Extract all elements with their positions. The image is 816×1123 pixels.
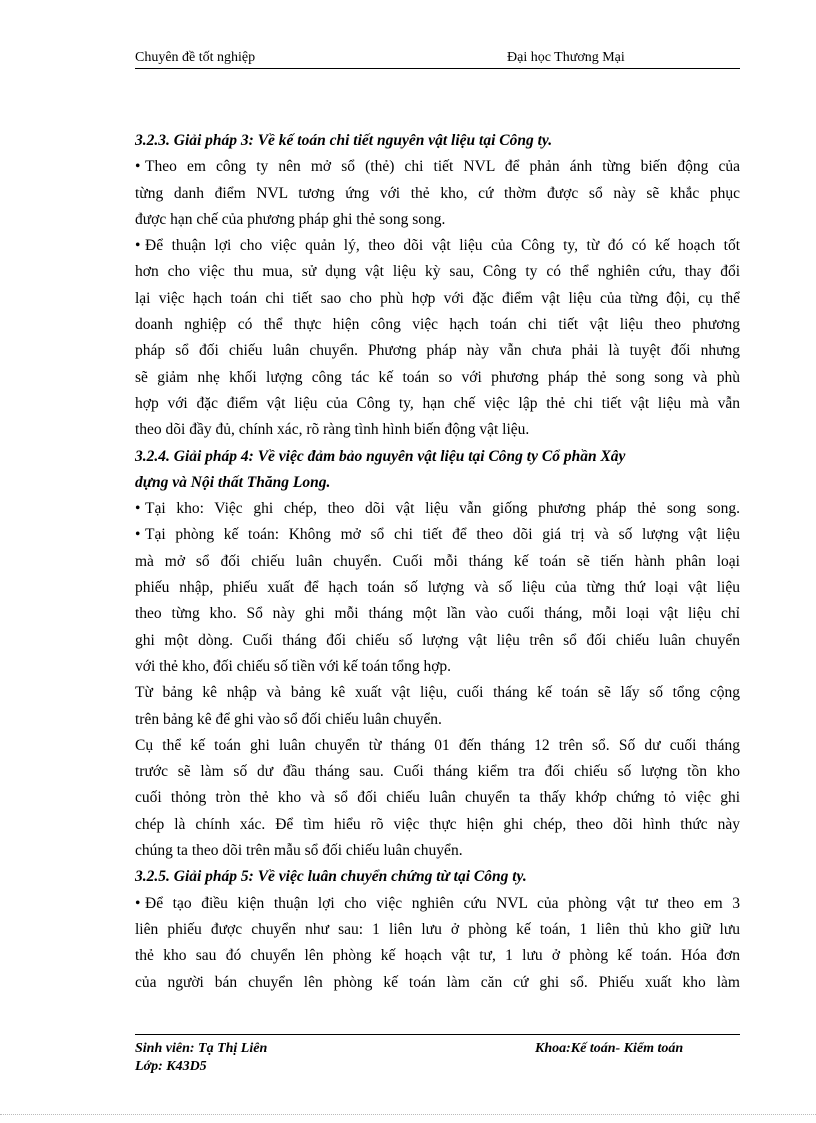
line-text: từng danh điểm NVL tương ứng với thẻ kho, cứ thờm được sổ này sẽ khắc phục <box>135 184 740 202</box>
footer-class: Lớp: K43D5 <box>135 1059 207 1074</box>
page-footer <box>135 1040 740 1076</box>
line-text: ghi một dòng. Cuối tháng đối chiếu số lượng vật liệu trên sổ đối chiếu luân chuyển <box>135 631 740 649</box>
text-line <box>135 181 740 207</box>
text-line <box>135 785 740 811</box>
bullet-icon: • <box>135 526 141 544</box>
text-line <box>135 154 740 180</box>
text-line <box>135 891 740 917</box>
line-text: của người bán chuyển lên phòng kế toán làm căn cứ ghi sổ. Phiếu xuất kho làm <box>135 973 740 991</box>
bullet-icon: • <box>135 500 141 518</box>
line-text: dựng và Nội thất Thăng Long. <box>135 473 331 491</box>
line-text: 3.2.4. Giải pháp 4: Về việc đảm bảo nguyên vật liệu tại Công ty Cổ phần Xây <box>135 447 626 465</box>
text-line <box>135 838 740 864</box>
line-text: trên bảng kê để ghi vào sổ đối chiếu luân chuyển. <box>135 710 442 728</box>
footer-rule <box>135 1034 740 1035</box>
page-header <box>135 50 740 69</box>
section-heading <box>135 128 740 154</box>
line-text: Tại phòng kế toán: Không mở sổ chi tiết để theo dõi giá trị và số lượng vật liệu <box>145 526 740 544</box>
line-text: lại việc hạch toán chi tiết sao cho phù hợp với đặc điểm vật liệu của từng đội, cụ thể <box>135 289 740 307</box>
text-line <box>135 549 740 575</box>
text-line <box>135 680 740 706</box>
text-line <box>135 759 740 785</box>
footer-student: Sinh viên: Tạ Thị Liên <box>135 1041 268 1056</box>
footer-faculty: Khoa:Kế toán- Kiểm toán <box>535 1041 684 1056</box>
bullet-icon: • <box>135 237 141 255</box>
line-text: hợp với đặc điểm vật liệu của Công ty, hạn chế việc lập thẻ chi tiết vật liệu mà vẫn <box>135 394 740 412</box>
line-text: 3.2.3. Giải pháp 3: Về kế toán chi tiết nguyên vật liệu tại Công ty. <box>135 132 553 149</box>
text-line <box>135 312 740 338</box>
line-text: hơn cho việc thu mua, sử dụng vật liệu kỳ sau, Công ty có thể nghiên cứu, thay đổi <box>135 263 740 281</box>
line-text: theo dõi đầy đủ, chính xác, rõ ràng tình hình biến động vật liệu. <box>135 421 530 439</box>
text-line <box>135 233 740 259</box>
line-text: doanh nghiệp có thể thực hiện công việc hạch toán chi tiết vật liệu theo phương <box>135 316 740 334</box>
text-line <box>135 522 740 548</box>
text-line <box>135 917 740 943</box>
text-line <box>135 391 740 417</box>
line-text: Tại kho: Việc ghi chép, theo dõi vật liệu vẫn giống phương pháp thẻ song song. <box>145 500 740 518</box>
line-text: Từ bảng kê nhập và bảng kê xuất vật liệu, cuối tháng kế toán sẽ lấy số tổng cộng <box>135 684 740 702</box>
line-text: Cụ thể kế toán ghi luân chuyển từ tháng 01 đến tháng 12 trên sổ. Số dư cuối tháng <box>135 736 740 754</box>
text-line <box>135 943 740 969</box>
line-text: phiếu nhập, phiếu xuất để hạch toán số lượng và số liệu của từng thứ loại vật liệu <box>135 579 740 597</box>
text-line <box>135 259 740 285</box>
text-line <box>135 707 740 733</box>
section-heading <box>135 470 740 496</box>
text-line <box>135 628 740 654</box>
line-text: chép là chính xác. Để tìm hiểu rõ việc thực hiện ghi chép, theo dõi hình thức này <box>135 815 740 833</box>
line-text: sẽ giảm nhẹ khối lượng công tác kế toán so với phương pháp thẻ song song và phù <box>135 368 740 386</box>
line-text: mà mở sổ đối chiếu luân chuyển. Cuối mỗi tháng kế toán sẽ tiến hành phân loại <box>135 552 740 570</box>
section-heading <box>135 864 740 890</box>
text-line <box>135 338 740 364</box>
document-body <box>135 128 740 996</box>
line-text: theo từng kho. Sổ này ghi mỗi tháng một lần vào cuối tháng, mỗi loại vật liệu chỉ <box>135 605 740 623</box>
line-text: được hạn chế của phương pháp ghi thẻ song song. <box>135 210 446 228</box>
text-line <box>135 365 740 391</box>
bullet-icon: • <box>135 894 141 912</box>
page-boundary <box>0 1114 816 1115</box>
line-text: pháp sổ đối chiếu luân chuyển. Phương pháp này vẫn chưa phải là tuyệt đối nhưng <box>135 342 740 360</box>
line-text: trước sẽ làm số dư đầu tháng sau. Cuối tháng kiểm tra đối chiếu số lượng tồn kho <box>135 763 740 781</box>
line-text: cuối thỏng tròn thẻ kho và sổ đối chiếu luân chuyển ta thấy khớp chứng tỏ việc ghi <box>135 789 740 807</box>
line-text: Để thuận lợi cho việc quản lý, theo dõi vật liệu của Công ty, từ đó có kế hoạch tốt <box>145 237 740 255</box>
text-line <box>135 733 740 759</box>
line-text: 3.2.5. Giải pháp 5: Về việc luân chuyển chứng từ tại Công ty. <box>135 868 527 886</box>
section-heading <box>135 444 740 470</box>
header-left: Chuyên đề tốt nghiệp <box>135 50 256 65</box>
line-text: thẻ kho sau đó chuyển lên phòng kế hoạch vật tư, 1 lưu ở phòng kế toán. Hóa đơn <box>135 947 740 965</box>
text-line <box>135 207 740 233</box>
text-line <box>135 812 740 838</box>
header-right: Đại học Thương Mại <box>507 50 625 65</box>
text-line <box>135 970 740 996</box>
text-line <box>135 496 740 522</box>
line-text: chúng ta theo dõi trên mẫu sổ đối chiếu luân chuyển. <box>135 842 463 860</box>
line-text: Theo em công ty nên mở sổ (thẻ) chi tiết NVL để phản ánh từng biến động của <box>145 158 740 176</box>
text-line <box>135 575 740 601</box>
line-text: liên phiếu được chuyển như sau: 1 liên lưu ở phòng kế toán, 1 liên thủ kho giữ lưu <box>135 920 740 938</box>
line-text: với thẻ kho, đối chiếu số tiền với kế toán tổng hợp. <box>135 657 452 675</box>
text-line <box>135 286 740 312</box>
text-line <box>135 417 740 443</box>
text-line <box>135 654 740 680</box>
line-text: Để tạo điều kiện thuận lợi cho việc nghiên cứu NVL của phòng vật tư theo em 3 <box>145 894 740 912</box>
bullet-icon: • <box>135 158 141 176</box>
text-line <box>135 601 740 627</box>
